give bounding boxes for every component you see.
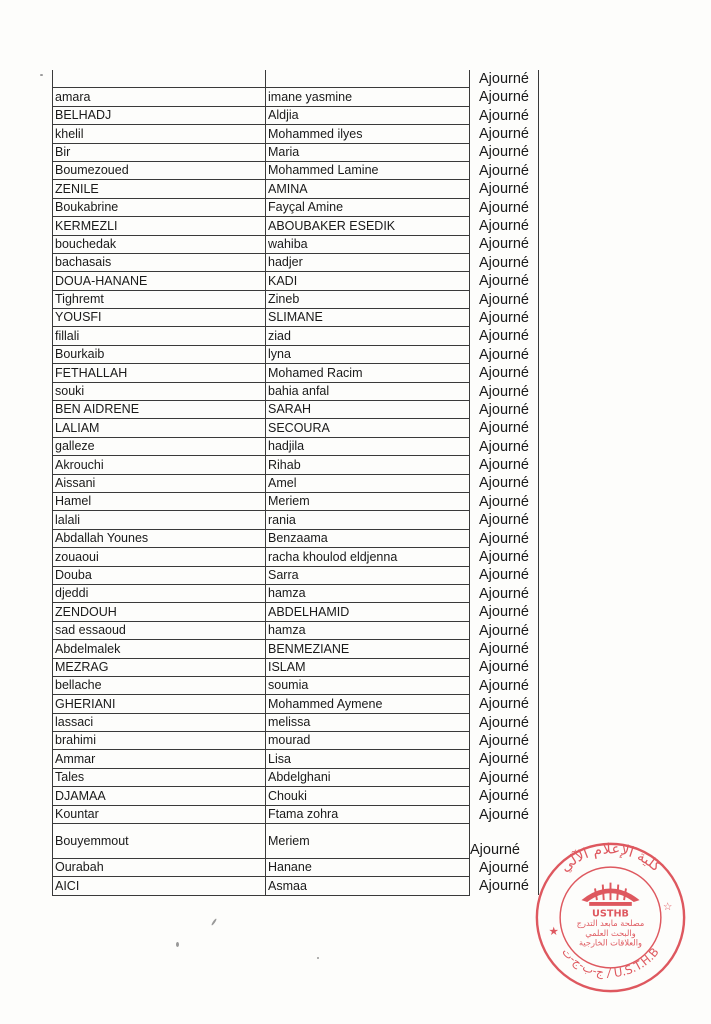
- table-row: [53, 70, 539, 88]
- last-name-cell: Ammar: [53, 750, 266, 768]
- first-name-cell: bahia anfal: [266, 382, 470, 400]
- status-cell: Ajourné: [470, 125, 539, 143]
- last-name-cell: [53, 70, 266, 88]
- status-cell: Ajourné: [470, 382, 539, 400]
- first-name-cell: imane yasmine: [266, 88, 470, 106]
- status-cell: Ajourné: [470, 732, 539, 750]
- first-name-cell: Maria: [266, 143, 470, 161]
- stamp-logo-icon: [581, 883, 639, 906]
- status-cell: Ajourné: [470, 290, 539, 308]
- first-name-cell: Amel: [266, 474, 470, 492]
- first-name-cell: KADI: [266, 272, 470, 290]
- first-name-cell: Rihab: [266, 456, 470, 474]
- first-name-cell: Mohammed ilyes: [266, 125, 470, 143]
- table-row: [53, 180, 539, 198]
- first-name-cell: lyna: [266, 345, 470, 363]
- first-name-cell: Mohammed Lamine: [266, 161, 470, 179]
- last-name-cell: YOUSFI: [53, 309, 266, 327]
- stamp-center-text: مصلحة مابعد التدرج والبحث العلمي والعلاقات الخارجية: [576, 919, 645, 949]
- last-name-cell: ZENDOUH: [53, 603, 266, 621]
- first-name-cell: Sarra: [266, 566, 470, 584]
- status-cell: Ajourné: [470, 877, 539, 895]
- status-cell: Ajourné: [470, 345, 539, 363]
- last-name-cell: khelil: [53, 125, 266, 143]
- table-row: [53, 787, 539, 805]
- first-name-cell: [266, 70, 470, 88]
- last-name-cell: BEN AIDRENE: [53, 401, 266, 419]
- scan-speck: [176, 942, 179, 947]
- status-cell: Ajourné: [470, 603, 539, 621]
- status-cell: Ajourné: [470, 401, 539, 419]
- status-cell: Ajourné: [470, 548, 539, 566]
- first-name-cell: hamza: [266, 584, 470, 602]
- last-name-cell: BELHADJ: [53, 106, 266, 124]
- status-cell: Ajourné: [470, 198, 539, 216]
- first-name-cell: AMINA: [266, 180, 470, 198]
- table-row: [53, 695, 539, 713]
- status-cell: Ajourné: [470, 161, 539, 179]
- last-name-cell: fillali: [53, 327, 266, 345]
- last-name-cell: lassaci: [53, 713, 266, 731]
- table-row: [53, 437, 539, 455]
- table-row: [53, 566, 539, 584]
- last-name-cell: MEZRAG: [53, 658, 266, 676]
- last-name-cell: Ourabah: [53, 859, 266, 877]
- table-row: [53, 106, 539, 124]
- table-row: [53, 658, 539, 676]
- first-name-cell: SECOURA: [266, 419, 470, 437]
- status-cell: Ajourné: [470, 309, 539, 327]
- table-row: [53, 309, 539, 327]
- status-cell: Ajourné: [470, 106, 539, 124]
- first-name-cell: rania: [266, 511, 470, 529]
- last-name-cell: sad essaoud: [53, 621, 266, 639]
- last-name-cell: Kountar: [53, 805, 266, 823]
- status-cell: Ajourné: [470, 88, 539, 106]
- last-name-cell: djeddi: [53, 584, 266, 602]
- last-name-cell: Bir: [53, 143, 266, 161]
- table-row: [53, 548, 539, 566]
- status-cell: Ajourné: [470, 327, 539, 345]
- results-table: [52, 70, 539, 896]
- status-cell: Ajourné: [470, 253, 539, 271]
- table-row: [53, 364, 539, 382]
- last-name-cell: Boumezoued: [53, 161, 266, 179]
- last-name-cell: zouaoui: [53, 548, 266, 566]
- table-row: [53, 143, 539, 161]
- last-name-cell: bachasais: [53, 253, 266, 271]
- university-stamp: [533, 840, 688, 995]
- last-name-cell: bellache: [53, 676, 266, 694]
- last-name-cell: brahimi: [53, 732, 266, 750]
- status-cell: Ajourné: [470, 824, 539, 859]
- table-row: [53, 713, 539, 731]
- status-cell: Ajourné: [470, 566, 539, 584]
- table-row: [53, 253, 539, 271]
- stamp-arabic-ring: كلية الإعلام الآلي: [557, 841, 664, 876]
- table-row: [53, 382, 539, 400]
- status-cell: Ajourné: [470, 695, 539, 713]
- last-name-cell: galleze: [53, 437, 266, 455]
- status-cell: Ajourné: [470, 529, 539, 547]
- scan-speck: [40, 74, 43, 76]
- first-name-cell: Ftama zohra: [266, 805, 470, 823]
- first-name-cell: ABOUBAKER ESEDIK: [266, 217, 470, 235]
- status-cell: Ajourné: [470, 584, 539, 602]
- first-name-cell: Meriem: [266, 824, 470, 859]
- status-cell: Ajourné: [470, 70, 539, 88]
- table-row: [53, 621, 539, 639]
- table-row: [53, 732, 539, 750]
- status-cell: Ajourné: [470, 859, 539, 877]
- status-cell: Ajourné: [470, 676, 539, 694]
- last-name-cell: AICI: [53, 877, 266, 895]
- first-name-cell: hadjila: [266, 437, 470, 455]
- first-name-cell: Aldjia: [266, 106, 470, 124]
- status-cell: Ajourné: [470, 805, 539, 823]
- first-name-cell: Meriem: [266, 492, 470, 510]
- table-row: [53, 750, 539, 768]
- table-row: [53, 345, 539, 363]
- last-name-cell: Bouyemmout: [53, 824, 266, 859]
- stamp-logo-text: USTHB: [592, 908, 629, 920]
- table-row: [53, 529, 539, 547]
- last-name-cell: Tighremt: [53, 290, 266, 308]
- last-name-cell: ZENILE: [53, 180, 266, 198]
- last-name-cell: LALIAM: [53, 419, 266, 437]
- last-name-cell: Akrouchi: [53, 456, 266, 474]
- first-name-cell: Hanane: [266, 859, 470, 877]
- stamp-bottom-text: ج-ب-ج-ت / U.S.T.H.B: [559, 944, 662, 980]
- status-cell: Ajourné: [470, 364, 539, 382]
- last-name-cell: Tales: [53, 768, 266, 786]
- first-name-cell: mourad: [266, 732, 470, 750]
- table-row: [53, 824, 539, 859]
- table-row: [53, 401, 539, 419]
- table-row: [53, 805, 539, 823]
- status-cell: Ajourné: [470, 658, 539, 676]
- first-name-cell: Fayçal Amine: [266, 198, 470, 216]
- first-name-cell: SARAH: [266, 401, 470, 419]
- table-row: [53, 198, 539, 216]
- status-cell: Ajourné: [470, 456, 539, 474]
- first-name-cell: hadjer: [266, 253, 470, 271]
- stamp-star-right-icon: ☆: [662, 899, 673, 913]
- table-row: [53, 456, 539, 474]
- table-row: [53, 877, 539, 895]
- first-name-cell: ISLAM: [266, 658, 470, 676]
- status-cell: Ajourné: [470, 768, 539, 786]
- results-table-body: [53, 70, 539, 895]
- first-name-cell: racha khoulod eldjenna: [266, 548, 470, 566]
- status-cell: Ajourné: [470, 143, 539, 161]
- last-name-cell: lalali: [53, 511, 266, 529]
- last-name-cell: amara: [53, 88, 266, 106]
- table-row: [53, 217, 539, 235]
- table-row: [53, 584, 539, 602]
- table-row: [53, 88, 539, 106]
- first-name-cell: ABDELHAMID: [266, 603, 470, 621]
- last-name-cell: GHERIANI: [53, 695, 266, 713]
- last-name-cell: Boukabrine: [53, 198, 266, 216]
- status-cell: Ajourné: [470, 419, 539, 437]
- status-cell: Ajourné: [470, 511, 539, 529]
- status-cell: Ajourné: [470, 180, 539, 198]
- first-name-cell: Abdelghani: [266, 768, 470, 786]
- last-name-cell: Aissani: [53, 474, 266, 492]
- last-name-cell: KERMEZLI: [53, 217, 266, 235]
- table-row: [53, 419, 539, 437]
- last-name-cell: bouchedak: [53, 235, 266, 253]
- table-row: [53, 492, 539, 510]
- status-cell: Ajourné: [470, 787, 539, 805]
- first-name-cell: Mohamed Racim: [266, 364, 470, 382]
- status-cell: Ajourné: [470, 272, 539, 290]
- status-cell: Ajourné: [470, 437, 539, 455]
- last-name-cell: Bourkaib: [53, 345, 266, 363]
- table-row: [53, 235, 539, 253]
- first-name-cell: BENMEZIANE: [266, 640, 470, 658]
- table-row: [53, 640, 539, 658]
- scan-speck: [317, 957, 319, 959]
- first-name-cell: Benzaama: [266, 529, 470, 547]
- status-cell: Ajourné: [470, 217, 539, 235]
- first-name-cell: soumia: [266, 676, 470, 694]
- table-row: [53, 768, 539, 786]
- table-row: [53, 859, 539, 877]
- status-cell: Ajourné: [470, 235, 539, 253]
- last-name-cell: Hamel: [53, 492, 266, 510]
- table-row: [53, 161, 539, 179]
- status-cell: Ajourné: [470, 474, 539, 492]
- last-name-cell: Douba: [53, 566, 266, 584]
- status-cell: Ajourné: [470, 750, 539, 768]
- last-name-cell: Abdallah Younes: [53, 529, 266, 547]
- last-name-cell: DOUA-HANANE: [53, 272, 266, 290]
- first-name-cell: melissa: [266, 713, 470, 731]
- stamp-star-left-icon: ★: [548, 923, 559, 938]
- table-row: [53, 290, 539, 308]
- status-cell: Ajourné: [470, 640, 539, 658]
- last-name-cell: Abdelmalek: [53, 640, 266, 658]
- first-name-cell: Mohammed Aymene: [266, 695, 470, 713]
- status-cell: Ajourné: [470, 621, 539, 639]
- last-name-cell: DJAMAA: [53, 787, 266, 805]
- first-name-cell: ziad: [266, 327, 470, 345]
- last-name-cell: FETHALLAH: [53, 364, 266, 382]
- first-name-cell: Zineb: [266, 290, 470, 308]
- table-row: [53, 125, 539, 143]
- last-name-cell: souki: [53, 382, 266, 400]
- table-row: [53, 676, 539, 694]
- table-row: [53, 603, 539, 621]
- first-name-cell: Asmaa: [266, 877, 470, 895]
- status-cell: Ajourné: [470, 492, 539, 510]
- first-name-cell: Chouki: [266, 787, 470, 805]
- table-row: [53, 327, 539, 345]
- status-cell: Ajourné: [470, 713, 539, 731]
- table-row: [53, 474, 539, 492]
- first-name-cell: hamza: [266, 621, 470, 639]
- first-name-cell: wahiba: [266, 235, 470, 253]
- scan-speck: [211, 918, 217, 926]
- first-name-cell: Lisa: [266, 750, 470, 768]
- table-row: [53, 511, 539, 529]
- first-name-cell: SLIMANE: [266, 309, 470, 327]
- table-row: [53, 272, 539, 290]
